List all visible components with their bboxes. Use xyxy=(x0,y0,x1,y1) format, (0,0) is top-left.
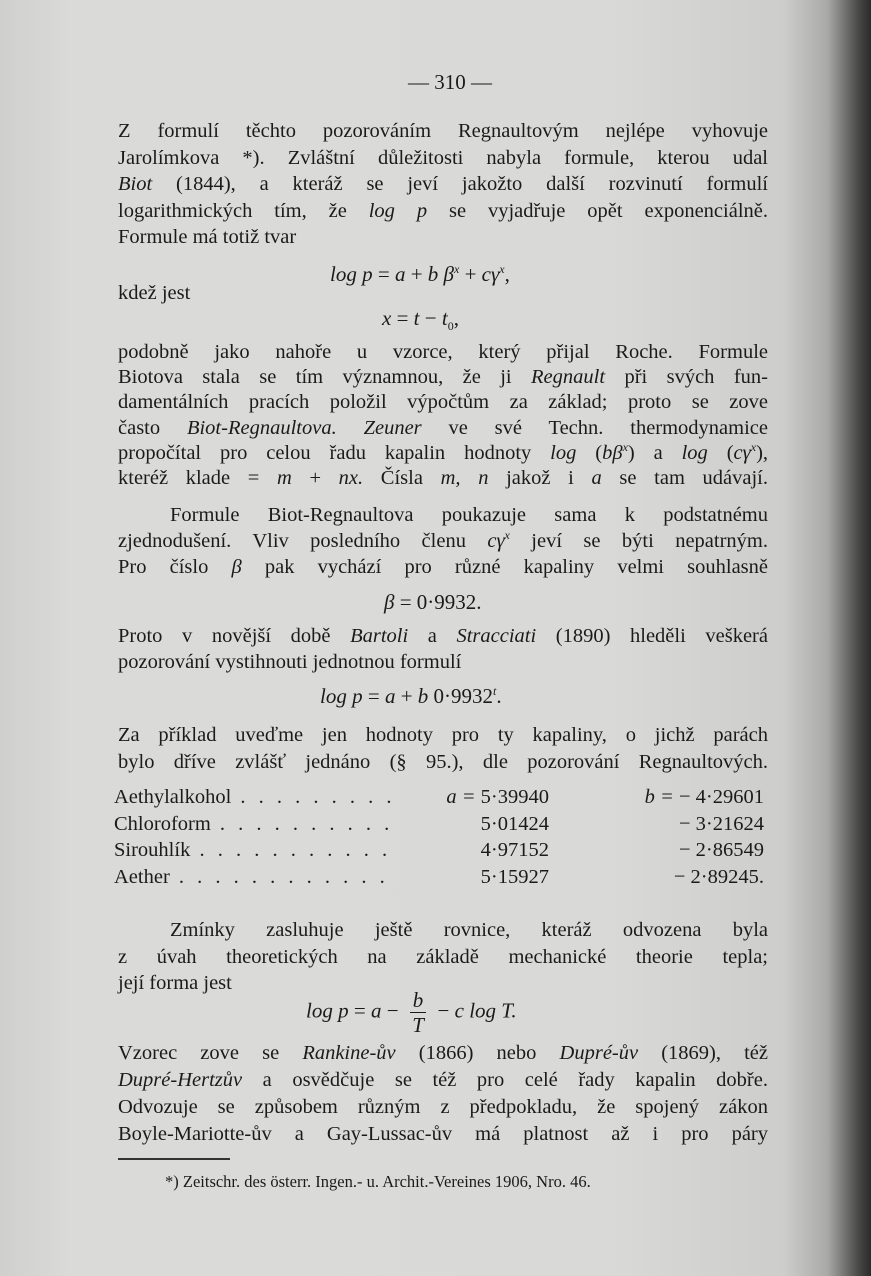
text-segment: Vzorec zove se xyxy=(118,1042,303,1064)
text-segment: Proto v novější době xyxy=(118,625,351,647)
formula-bartoli xyxy=(320,684,502,709)
text-line xyxy=(118,749,768,776)
text-segment: log p xyxy=(368,199,428,222)
text-segment: (1866) nebo xyxy=(395,1042,560,1064)
text-segment: kdež jest xyxy=(118,282,191,304)
value-b: − 3·21624 xyxy=(678,812,764,835)
table-row xyxy=(114,813,764,840)
paragraph-biot-intro xyxy=(118,118,768,251)
text-segment: ( xyxy=(707,441,734,464)
text-segment: Odvozuje se způsobem různým z předpokladu, že spojený zákon xyxy=(118,1096,768,1118)
text-segment: Jarolímkova *). Zvláštní důležitosti nabyla formule, kterou udal xyxy=(118,146,768,169)
text-segment: Čísla xyxy=(363,467,441,490)
text-segment: x xyxy=(499,262,505,276)
text-segment: log p xyxy=(320,684,363,708)
text-segment: Z formulí těchto pozorováním Regnaultovým nejlépe vyhovuje xyxy=(118,120,768,142)
text-segment: logarithmických tím, že xyxy=(118,199,369,222)
text-segment: b β xyxy=(427,262,454,286)
text-line xyxy=(118,390,768,415)
liquid-name: Aether . . . xyxy=(114,866,399,889)
value-b: b = − 4·29601 xyxy=(644,786,764,808)
text-segment: Biot xyxy=(118,173,153,195)
text-segment: − xyxy=(419,306,442,330)
table-row xyxy=(114,839,764,866)
text-segment: m xyxy=(276,467,292,490)
text-segment: se vyjadřuje opět exponenciálně. xyxy=(427,199,768,222)
text-line xyxy=(118,441,768,466)
value-a: a = 5·39940 xyxy=(446,786,549,808)
text-segment: t xyxy=(441,306,448,330)
text-segment: Dupré-ův xyxy=(559,1042,639,1064)
paragraph-rankine xyxy=(118,1040,768,1148)
text-line xyxy=(118,365,768,390)
text-segment: . xyxy=(496,684,502,708)
text-line xyxy=(118,224,768,251)
text-line xyxy=(118,340,768,365)
text-line xyxy=(118,528,768,554)
formula-rankine: log p = a − $\frac{b}{T}$ − c log T. xyxy=(306,988,517,1037)
text-segment: (1890) hleděli veškerá xyxy=(536,625,768,647)
text-segment: propočítal pro celou řadu kapalin hodnoty xyxy=(118,441,551,464)
paragraph-theoretical xyxy=(118,917,768,997)
constants-table xyxy=(114,786,764,892)
text-line xyxy=(118,198,768,225)
footnote: *) Zeitschr. des österr. Ingen.- u. Archit.-Vereines 1906, Nro. 46. xyxy=(165,1172,591,1191)
text-line xyxy=(382,306,459,334)
text-segment: = xyxy=(362,684,385,708)
text-segment: nx. xyxy=(338,467,364,490)
text-segment: x xyxy=(622,439,628,454)
text-line xyxy=(118,1067,768,1094)
text-segment: ), xyxy=(756,441,769,464)
text-segment: ( xyxy=(576,441,603,464)
text-line xyxy=(118,282,768,305)
value-b: − 2·89245. xyxy=(673,865,764,888)
text-segment: = 0·9932. xyxy=(394,590,482,614)
text-line xyxy=(118,145,768,172)
text-segment: Biot-Regnaultova. xyxy=(186,416,337,439)
text-line xyxy=(118,1121,768,1148)
formula-x xyxy=(382,306,459,334)
text-segment: Formule má totiž tvar xyxy=(118,226,297,248)
text-segment: Dupré-Hertzův xyxy=(118,1069,243,1091)
text-segment: Zeuner xyxy=(363,416,422,439)
text-segment: ) a xyxy=(627,441,682,464)
text-line xyxy=(118,917,768,944)
text-segment: Boyle-Mariotte-ův a Gay-Lussac-ův má platnost až i pro páry xyxy=(118,1123,768,1145)
text-line xyxy=(118,623,768,649)
text-segment: Biotova stala se tím významnou, že ji xyxy=(118,366,532,389)
text-segment: kteréž klade = xyxy=(118,467,277,490)
text-segment xyxy=(337,417,364,439)
text-segment: a xyxy=(408,625,457,647)
text-segment: + xyxy=(405,262,428,286)
paragraph-bartoli xyxy=(118,623,768,675)
text-segment: zjednodušení. Vliv posledního členu xyxy=(118,530,488,552)
text-segment: = xyxy=(372,262,395,286)
text-segment: jakož i xyxy=(488,467,592,490)
text-segment: její forma jest xyxy=(118,972,232,994)
value-a: 5·15927 xyxy=(480,865,549,888)
text-segment: pozorování vystihnouti jednotnou formulí xyxy=(118,651,462,673)
text-segment: x xyxy=(750,439,757,454)
value-a: 4·97152 xyxy=(480,839,549,861)
value-a: 5·01424 xyxy=(480,812,549,835)
text-segment: z úvah theoretických na základě mechanické theorie tepla; xyxy=(118,945,768,968)
text-segment: 0 xyxy=(447,319,454,334)
text-segment: a xyxy=(384,684,396,708)
text-segment: Formule Biot-Regnaultova poukazuje sama k podstatnému xyxy=(170,504,768,526)
text-segment: Stracciati xyxy=(456,625,537,647)
text-segment: log p xyxy=(330,262,373,286)
text-segment: Regnault xyxy=(531,366,606,389)
text-segment: , xyxy=(504,262,510,286)
text-segment: pak vychází pro různé kapaliny velmi souhlasně xyxy=(241,556,768,578)
text-segment: log xyxy=(550,441,577,464)
text-line xyxy=(118,502,768,528)
text-segment: x xyxy=(504,528,510,543)
text-segment: Bartoli xyxy=(350,625,409,647)
text-line xyxy=(118,944,768,971)
liquid-name: Sirouhlík . . . xyxy=(114,839,399,862)
text-segment: ve své Techn. thermodynamice xyxy=(421,416,768,439)
paragraph-simplification xyxy=(118,502,768,580)
text-segment: + xyxy=(395,684,418,708)
text-line xyxy=(320,684,502,709)
text-line xyxy=(118,171,768,198)
text-segment: a osvědčuje se též pro celé řady kapalin dobře. xyxy=(242,1069,768,1091)
text-segment: cγ xyxy=(487,530,505,552)
text-segment: b xyxy=(417,684,429,708)
text-kdez-jest xyxy=(118,282,768,305)
text-segment: + xyxy=(291,467,339,490)
text-segment: = xyxy=(391,306,414,330)
text-segment: cγ xyxy=(733,441,751,464)
text-segment: cγ xyxy=(481,262,500,286)
text-line xyxy=(384,590,482,615)
text-segment: t xyxy=(493,684,497,698)
paragraph-example xyxy=(118,722,768,776)
text-segment: často xyxy=(118,416,187,439)
text-segment: damentálních pracích položil výpočtům za základ; proto se zove xyxy=(118,391,768,414)
text-segment: + xyxy=(459,262,482,286)
text-segment: m, n xyxy=(440,467,489,490)
fraction: $\frac{b}{T}$ xyxy=(410,988,427,1037)
page-number: — 310 — xyxy=(408,70,492,94)
text-line xyxy=(118,1094,768,1121)
liquid-name: Chloroform . . . xyxy=(114,813,399,836)
paragraph-biot-regnault xyxy=(118,340,768,491)
text-segment: bβ xyxy=(602,441,623,464)
text-line xyxy=(118,722,768,749)
text-segment: Pro číslo xyxy=(118,556,232,578)
formula-beta xyxy=(384,590,482,615)
text-segment: , xyxy=(453,306,459,330)
footnote-divider xyxy=(118,1158,230,1160)
text-line xyxy=(118,118,768,145)
text-segment: podobně jako nahoře u vzorce, který přijal Roche. Formule xyxy=(118,341,768,363)
text-segment: β xyxy=(231,556,242,578)
text-segment: log xyxy=(681,441,708,464)
text-line xyxy=(118,649,768,675)
text-line xyxy=(118,416,768,441)
text-segment: Rankine-ův xyxy=(302,1042,396,1064)
text-segment: t xyxy=(413,306,420,330)
text-segment: a xyxy=(394,262,406,286)
liquid-name: Aethylalkohol . . . xyxy=(114,786,399,809)
text-segment: a xyxy=(591,467,602,490)
text-line xyxy=(118,554,768,580)
text-segment: x xyxy=(382,306,392,330)
text-segment: bylo dříve zvlášť jednáno (§ 95.), dle pozorování Regnaultových. xyxy=(118,751,768,773)
text-line xyxy=(118,466,768,491)
text-segment: 0·9932 xyxy=(428,684,494,708)
text-segment: β xyxy=(384,590,395,614)
table-row xyxy=(114,866,764,893)
text-line xyxy=(118,1040,768,1067)
value-b: − 2·86549 xyxy=(678,839,764,861)
text-segment: x xyxy=(454,262,460,276)
text-segment: při svých fun- xyxy=(605,366,768,389)
text-segment: se tam udávají. xyxy=(601,467,769,490)
text-segment: (1869), též xyxy=(638,1042,769,1064)
text-segment: Zmínky zasluhuje ještě rovnice, kteráž odvozena byla xyxy=(170,919,768,941)
text-segment: (1844), a kteráž se jeví jakožto další rozvinutí formulí xyxy=(152,173,768,195)
table-row xyxy=(114,786,764,813)
text-segment: Za příklad uveďme jen hodnoty pro ty kapaliny, o jichž parách xyxy=(118,724,768,746)
text-segment: jeví se býti nepatrným. xyxy=(509,530,768,552)
